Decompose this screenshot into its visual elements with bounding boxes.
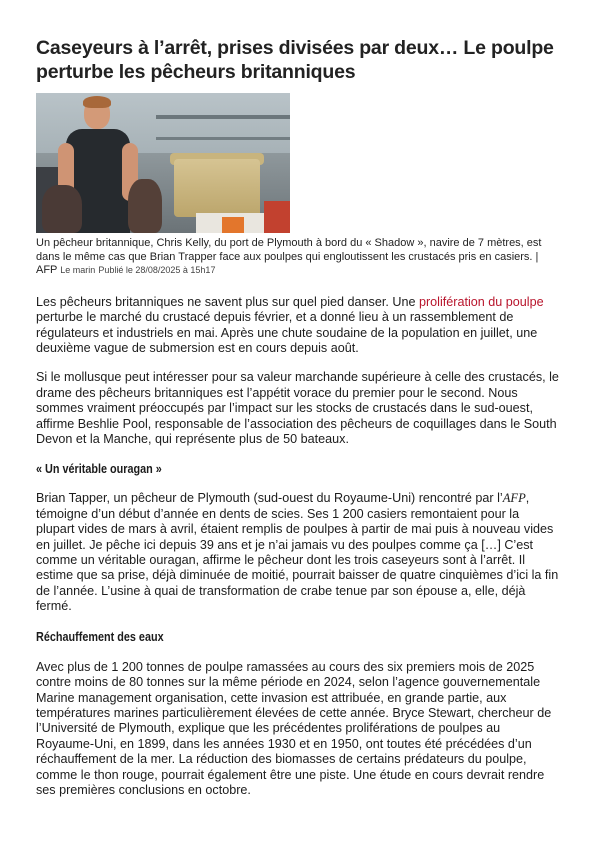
photo-caption — [36, 237, 559, 278]
caption-date: Publié le 28/08/2025 à 15h17 — [98, 265, 216, 276]
caption-source: Le marin — [60, 265, 96, 276]
subheading-rechauffement: Réchauffement des eaux — [36, 629, 164, 644]
paragraph-1-text-b: perturbe le marché du crustacé depuis février, et a donné lieu à un rassemblement de régulateurs et industriels en mai. Après une chute soudaine de la population en juillet, une deuxième vague de submersion est en cours depuis août. — [36, 310, 538, 355]
paragraph-2: Si le mollusque peut intéresser pour sa valeur marchande supérieure à celle des crustacés, le drame des pêcheurs britanniques est l’appétit vorace du premier pour le second. Nous sommes vraiment préoccupés par l’impact sur les stocks de crustacés dans le sud-ouest, affirme Beshlie Pool, responsable de l’association des pêcheurs de coquillages dans le South Devon et la Manche, qui représente plus de 50 bateaux. — [36, 370, 559, 447]
proliferation-link[interactable]: prolifération du poulpe — [418, 294, 544, 309]
paragraph-3 — [36, 491, 559, 614]
article-title: Caseyeurs à l’arrêt, prises divisées par deux… Le poulpe perturbe les pêcheurs britanniques — [36, 37, 554, 83]
paragraph-4: Avec plus de 1 200 tonnes de poulpe ramassées au cours des six premiers mois de 2025 contre moins de 80 tonnes sur la même période en 2024, selon l’agence gouvernementale Marine management organisation, cette invasion est attribuée, en grande partie, aux températures marines particulièrement élevées de cette année. Bryce Stewart, chercheur de l’Université de Plymouth, explique que les précédentes proliférations de poulpes au Royaume-Uni, en 1899, dans les années 1930 et en 1950, ont toutes été précédées d’un réchauffement de la mer. La réduction des biomasses de certains prédateurs du poulpe, comme le thon rouge, pourrait également être une piste. Une étude en cours devrait rendre ses premières conclusions en octobre. — [36, 659, 552, 797]
paragraph-1-text-a: Les pêcheurs britanniques ne savent plus sur quel pied danser. Une — [36, 294, 419, 309]
paragraph-3-text-a: Brian Tapper, un pêcheur de Plymouth (sud-ouest du Royaume-Uni) rencontré par l’ — [36, 491, 503, 506]
afp-mention: AFP — [502, 491, 526, 506]
subheading-ouragan: « Un véritable ouragan » — [36, 462, 162, 477]
caption-text: Un pêcheur britannique, Chris Kelly, du port de Plymouth à bord du « Shadow », navire de 7 mètres, est dans le même cas que Brian Trapper face aux poulpes qui engloutissent les crustacés pris en casiers. | AFP — [36, 237, 542, 277]
article — [36, 36, 559, 798]
paragraph-3-text-b: , témoigne d’un début d’année en dents de scies. Ses 1 200 casiers remontaient pour la plupart vides de mars à avril, étaient remplis de poulpes à partir de mai puis à nouveau vides en juillet. Je pêche ici depuis 39 ans et je n’ai jamais vu des poulpes comme ça […] C’est comme un véritable ouragan, affirme le pêcheur dont les trois caseyeurs sont à l’arrêt. Il estime que sa prise, déjà diminuée de moitié, pourrait baisser de quatre cinquièmes d’ici la fin de l’année. L’usine à quai de transformation de crabe tenue par son épouse a, elle, déjà fermé. — [36, 491, 559, 614]
article-photo — [36, 93, 290, 233]
paragraph-1 — [36, 295, 559, 357]
